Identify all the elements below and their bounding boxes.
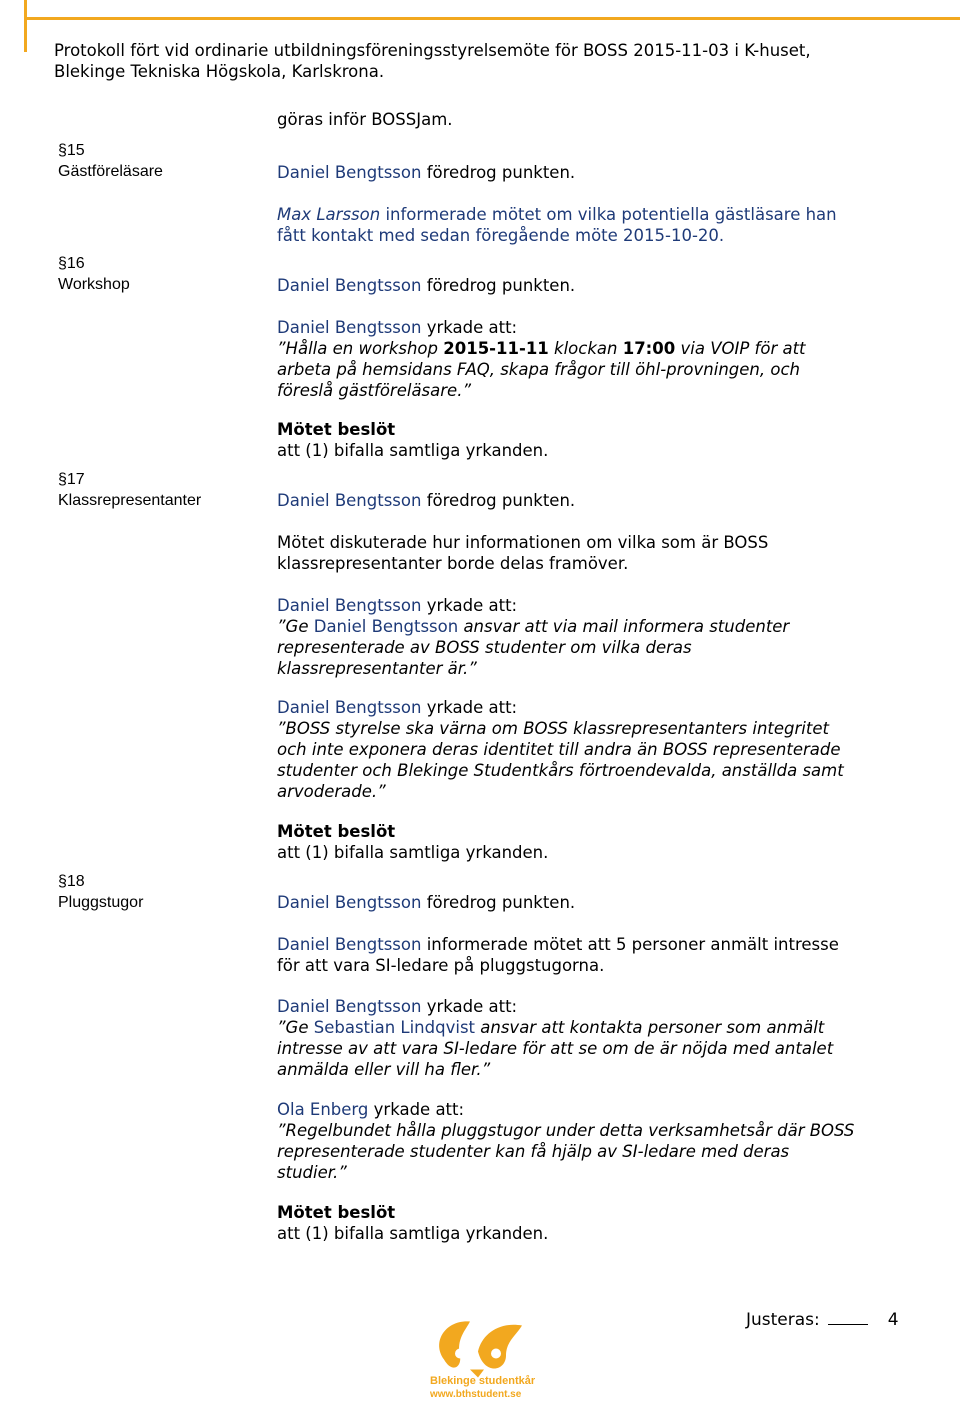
text: fått kontakt med sedan föregående möte 2015-10-20. <box>277 226 725 245</box>
text: föredrog punkten. <box>421 893 576 912</box>
s18-motion-1 <box>277 996 927 1080</box>
person-name: Daniel Bengtsson <box>277 491 422 510</box>
logo-url: www.bthstudent.se <box>430 1389 522 1400</box>
s18-info <box>277 934 927 976</box>
person-name: Daniel Bengtsson <box>313 617 459 636</box>
page-frame-horizontal <box>24 17 960 20</box>
section-17 <box>58 469 201 511</box>
owl-logo-icon <box>426 1300 536 1403</box>
logo-name: Blekinge studentkår <box>430 1375 536 1387</box>
text: föreslå gästföreläsare.” <box>277 381 471 400</box>
text: ansvar att kontakta personer som anmält <box>475 1018 825 1037</box>
s18-presented <box>277 892 927 913</box>
paragraph-continuation: göras inför BOSSJam. <box>277 110 453 129</box>
page-frame-vertical <box>24 0 27 52</box>
text: arbeta på hemsidans FAQ, skapa frågor till öhl-provningen, och <box>277 360 800 379</box>
section-title: Gästföreläsare <box>58 163 163 180</box>
s17-decision <box>277 821 927 863</box>
text: yrkade att: <box>368 1100 465 1119</box>
text: intresse av att vara SI-ledare för att se om de är nöjda med antalet <box>277 1039 834 1058</box>
person-name: Daniel Bengtsson <box>277 698 422 717</box>
section-16 <box>58 253 130 295</box>
justeras-label: Justeras: <box>746 1310 820 1330</box>
text: via VOIP för att <box>675 339 806 358</box>
text: yrkade att: <box>421 997 518 1016</box>
person-name: Daniel Bengtsson <box>277 596 422 615</box>
decision-title: Mötet beslöt <box>277 822 396 841</box>
text: anmälda eller vill ha fler.” <box>277 1060 491 1079</box>
s15-presented <box>277 162 927 183</box>
section-15 <box>58 140 163 182</box>
text: föredrog punkten. <box>421 491 576 510</box>
person-name: Sebastian Lindqvist <box>313 1018 476 1037</box>
text: ”Ge <box>277 1018 314 1037</box>
text: yrkade att: <box>421 596 518 615</box>
text: föredrog punkten. <box>421 163 576 182</box>
section-title: Pluggstugor <box>58 894 144 911</box>
text: studenter och Blekinge Studentkårs förtroendevalda, anställda samt <box>277 761 844 780</box>
s16-decision <box>277 419 927 461</box>
section-title: Workshop <box>58 276 130 293</box>
person-name: Max Larsson <box>277 205 381 224</box>
text: representerade studenter kan få hjälp av SI-ledare med deras <box>277 1142 790 1161</box>
text: yrkade att: <box>421 318 518 337</box>
s15-info <box>277 204 927 246</box>
text: ”Regelbundet hålla pluggstugor under detta verksamhetsår där BOSS <box>277 1121 855 1140</box>
s17-discussion <box>277 532 927 574</box>
s17-presented <box>277 490 927 511</box>
text: representerade av BOSS studenter om vilka deras <box>277 638 692 657</box>
text: ”BOSS styrelse ska värna om BOSS klassrepresentanters integritet <box>277 719 829 738</box>
text: Mötet diskuterade hur informationen om vilka som är BOSS <box>277 533 769 552</box>
header-line-2: Blekinge Tekniska Högskola, Karlskrona. <box>54 62 385 81</box>
s16-presented <box>277 275 927 296</box>
header-line-1: Protokoll fört vid ordinarie utbildningsföreningsstyrelsemöte för BOSS 2015-11-03 i K-huset, <box>54 41 811 60</box>
person-name: Daniel Bengtsson <box>277 163 422 182</box>
signature-blank <box>828 1310 868 1325</box>
text: klockan <box>548 339 623 358</box>
justeras-footer <box>746 1309 899 1331</box>
s17-motion-2 <box>277 697 927 802</box>
document-header <box>54 40 934 82</box>
section-number: §16 <box>58 255 85 272</box>
text: ansvar att via mail informera studenter <box>458 617 790 636</box>
text: 17:00 <box>622 339 676 358</box>
text: och inte exponera deras identitet till andra än BOSS representerade <box>277 740 841 759</box>
person-name: Ola Enberg <box>277 1100 369 1119</box>
section-title: Klassrepresentanter <box>58 492 202 509</box>
text: 2015-11-11 <box>443 339 549 358</box>
section-number: §17 <box>58 471 85 488</box>
decision-text: att (1) bifalla samtliga yrkanden. <box>277 441 549 460</box>
decision-title: Mötet beslöt <box>277 1203 396 1222</box>
s18-motion-2 <box>277 1099 927 1183</box>
text: studier.” <box>277 1163 347 1182</box>
text: yrkade att: <box>421 698 518 717</box>
text: för att vara SI-ledare på pluggstugorna. <box>277 956 605 975</box>
text: föredrog punkten. <box>421 276 576 295</box>
decision-text: att (1) bifalla samtliga yrkanden. <box>277 843 549 862</box>
person-name: Daniel Bengtsson <box>277 893 422 912</box>
section-number: §15 <box>58 142 85 159</box>
text: klassrepresentanter är.” <box>277 659 477 678</box>
section-18 <box>58 871 143 913</box>
text: klassrepresentanter borde delas framöver. <box>277 554 629 573</box>
s18-decision <box>277 1202 927 1244</box>
decision-text: att (1) bifalla samtliga yrkanden. <box>277 1224 549 1243</box>
text: ”Hålla en workshop <box>277 339 444 358</box>
person-name: Daniel Bengtsson <box>277 935 422 954</box>
text: ”Ge <box>277 617 314 636</box>
text: informerade mötet att 5 personer anmält intresse <box>421 935 839 954</box>
page-number: 4 <box>887 1310 899 1330</box>
s16-motion <box>277 317 927 401</box>
person-name: Daniel Bengtsson <box>277 997 422 1016</box>
person-name: Daniel Bengtsson <box>277 318 422 337</box>
person-name: Daniel Bengtsson <box>277 276 422 295</box>
decision-title: Mötet beslöt <box>277 420 396 439</box>
text: informerade mötet om vilka potentiella gästläsare han <box>380 205 837 224</box>
section-number: §18 <box>58 873 85 890</box>
s17-motion-1 <box>277 595 927 679</box>
text: arvoderade.” <box>277 782 386 801</box>
